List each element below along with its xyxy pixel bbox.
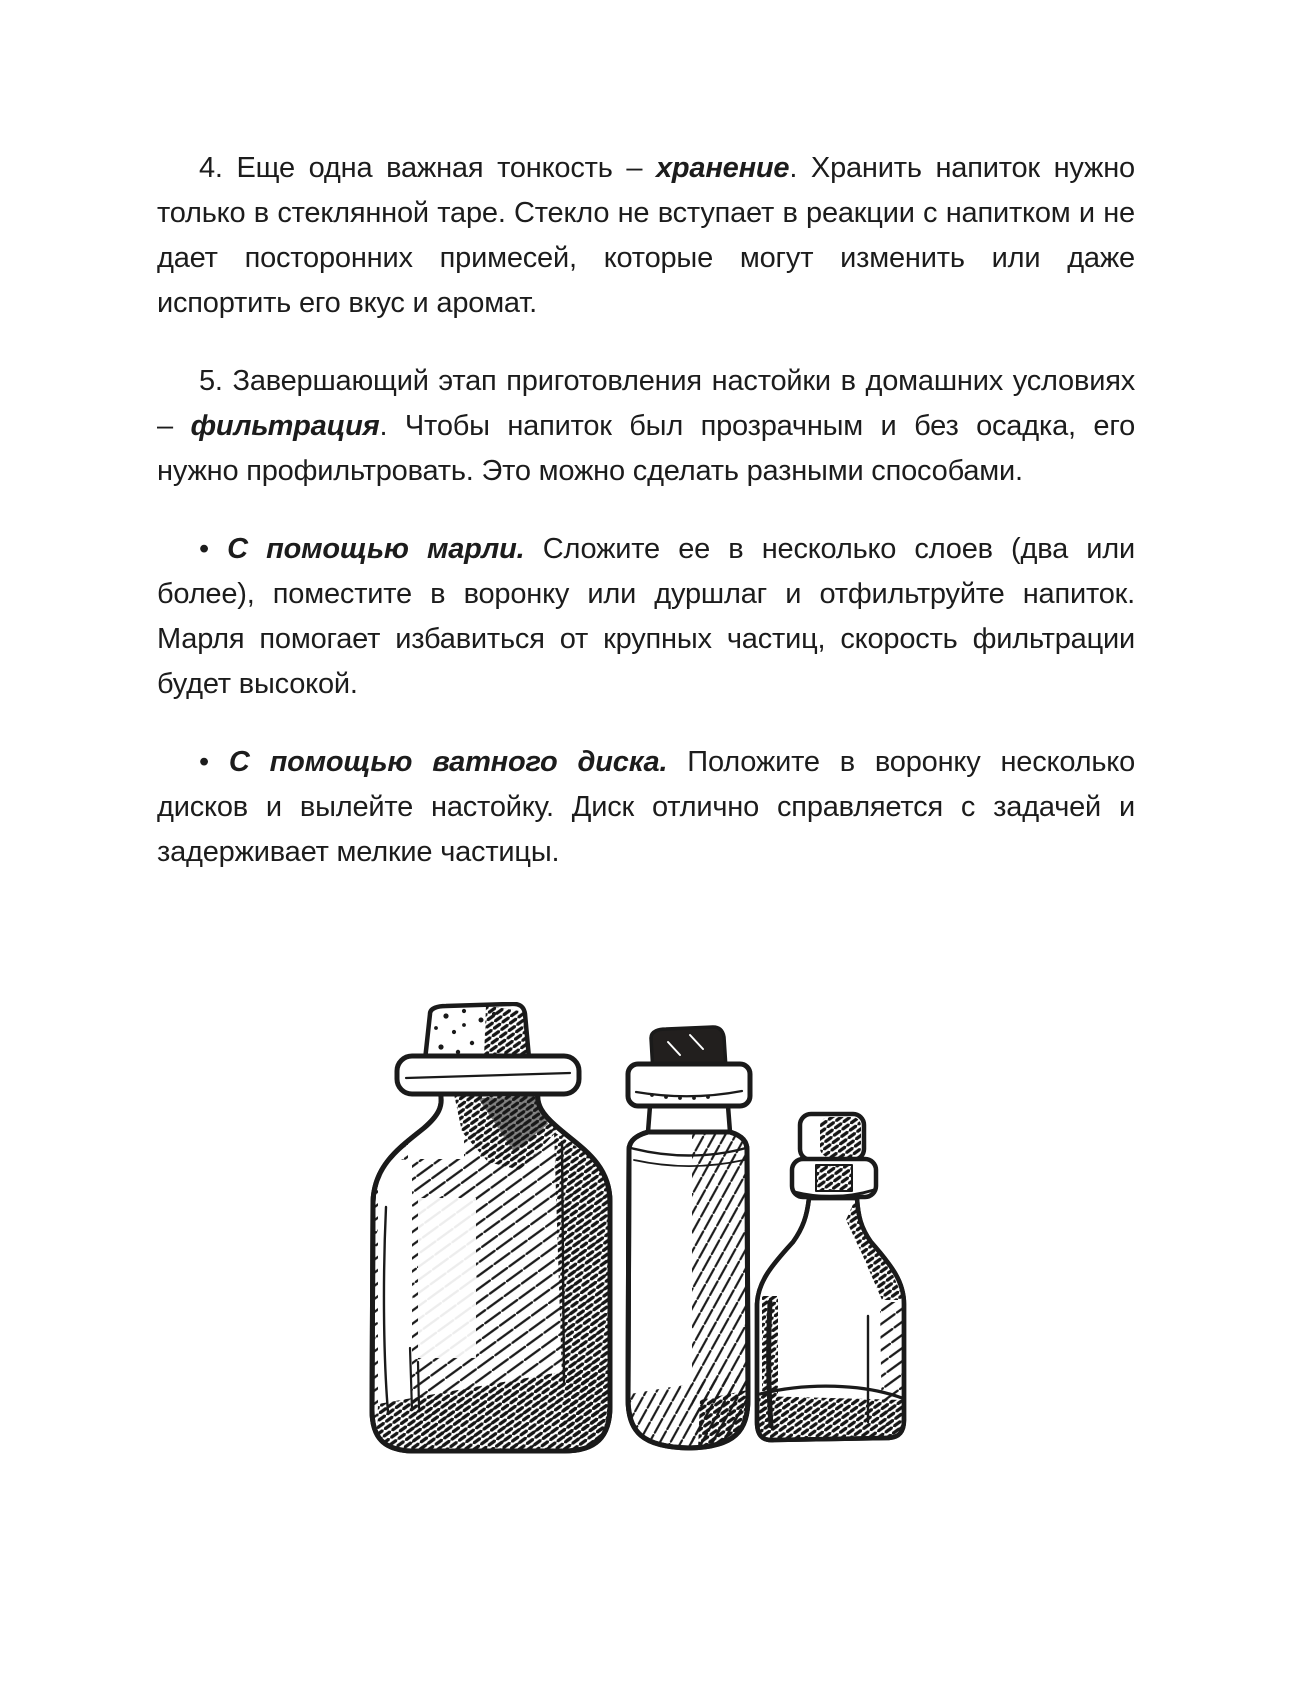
tall-bottle-neck bbox=[648, 1106, 730, 1132]
tall-bottle-lip bbox=[628, 1064, 750, 1106]
emphasis-text: С помощью марли. bbox=[227, 533, 525, 565]
small-bottle-lip bbox=[792, 1159, 876, 1197]
bullet-paragraph-gauze bbox=[157, 527, 1135, 707]
paragraph-text: . Чтобы напиток был прозрачным и без осадка, его нужно профильтровать. Это можно сделать разными способами. bbox=[157, 410, 1135, 487]
paragraph-text: Сложите ее в несколько слоев (два или более), поместите в воронку или дуршлаг и отфильтруйте напиток. Марля помогает избавиться от крупных частиц, скорость фильтрации будет высокой. bbox=[157, 533, 1135, 700]
paragraph-text: . Хранить напиток нужно только в стеклянной таре. Стекло не вступает в реакции с напитком и не дает посторонних примесей, которые могут изменить или даже испортить его вкус и аромат. bbox=[157, 152, 1135, 319]
paragraph-text: 4. Еще одна важная тонкость – bbox=[199, 152, 656, 184]
tall-bottle-sketch bbox=[628, 1027, 752, 1462]
large-bottle-cork bbox=[425, 1004, 529, 1060]
emphasis-text: С помощью ватного диска. bbox=[228, 746, 668, 778]
paragraph-text: 5. Завершающий этап приготовления настойки в домашних условиях – bbox=[157, 365, 1135, 442]
text-content bbox=[157, 146, 1135, 908]
small-bottle-cork bbox=[800, 1114, 864, 1160]
emphasis-text: хранение bbox=[655, 152, 790, 184]
bullet-paragraph-cotton-disc bbox=[157, 740, 1135, 875]
paragraph-text: Положите в воронку несколько дисков и вылейте настойку. Диск отлично справляется с задачей и задерживает мелкие частицы. bbox=[157, 746, 1136, 868]
bottles-illustration bbox=[368, 1002, 908, 1462]
paragraph-filtration bbox=[157, 359, 1135, 494]
large-bottle-sketch bbox=[368, 1004, 614, 1462]
small-bottle-sketch bbox=[757, 1114, 904, 1446]
paragraph-storage bbox=[157, 146, 1135, 326]
emphasis-text: фильтрация bbox=[190, 410, 380, 442]
bullet-marker: • bbox=[199, 746, 229, 778]
bullet-marker: • bbox=[199, 533, 228, 565]
